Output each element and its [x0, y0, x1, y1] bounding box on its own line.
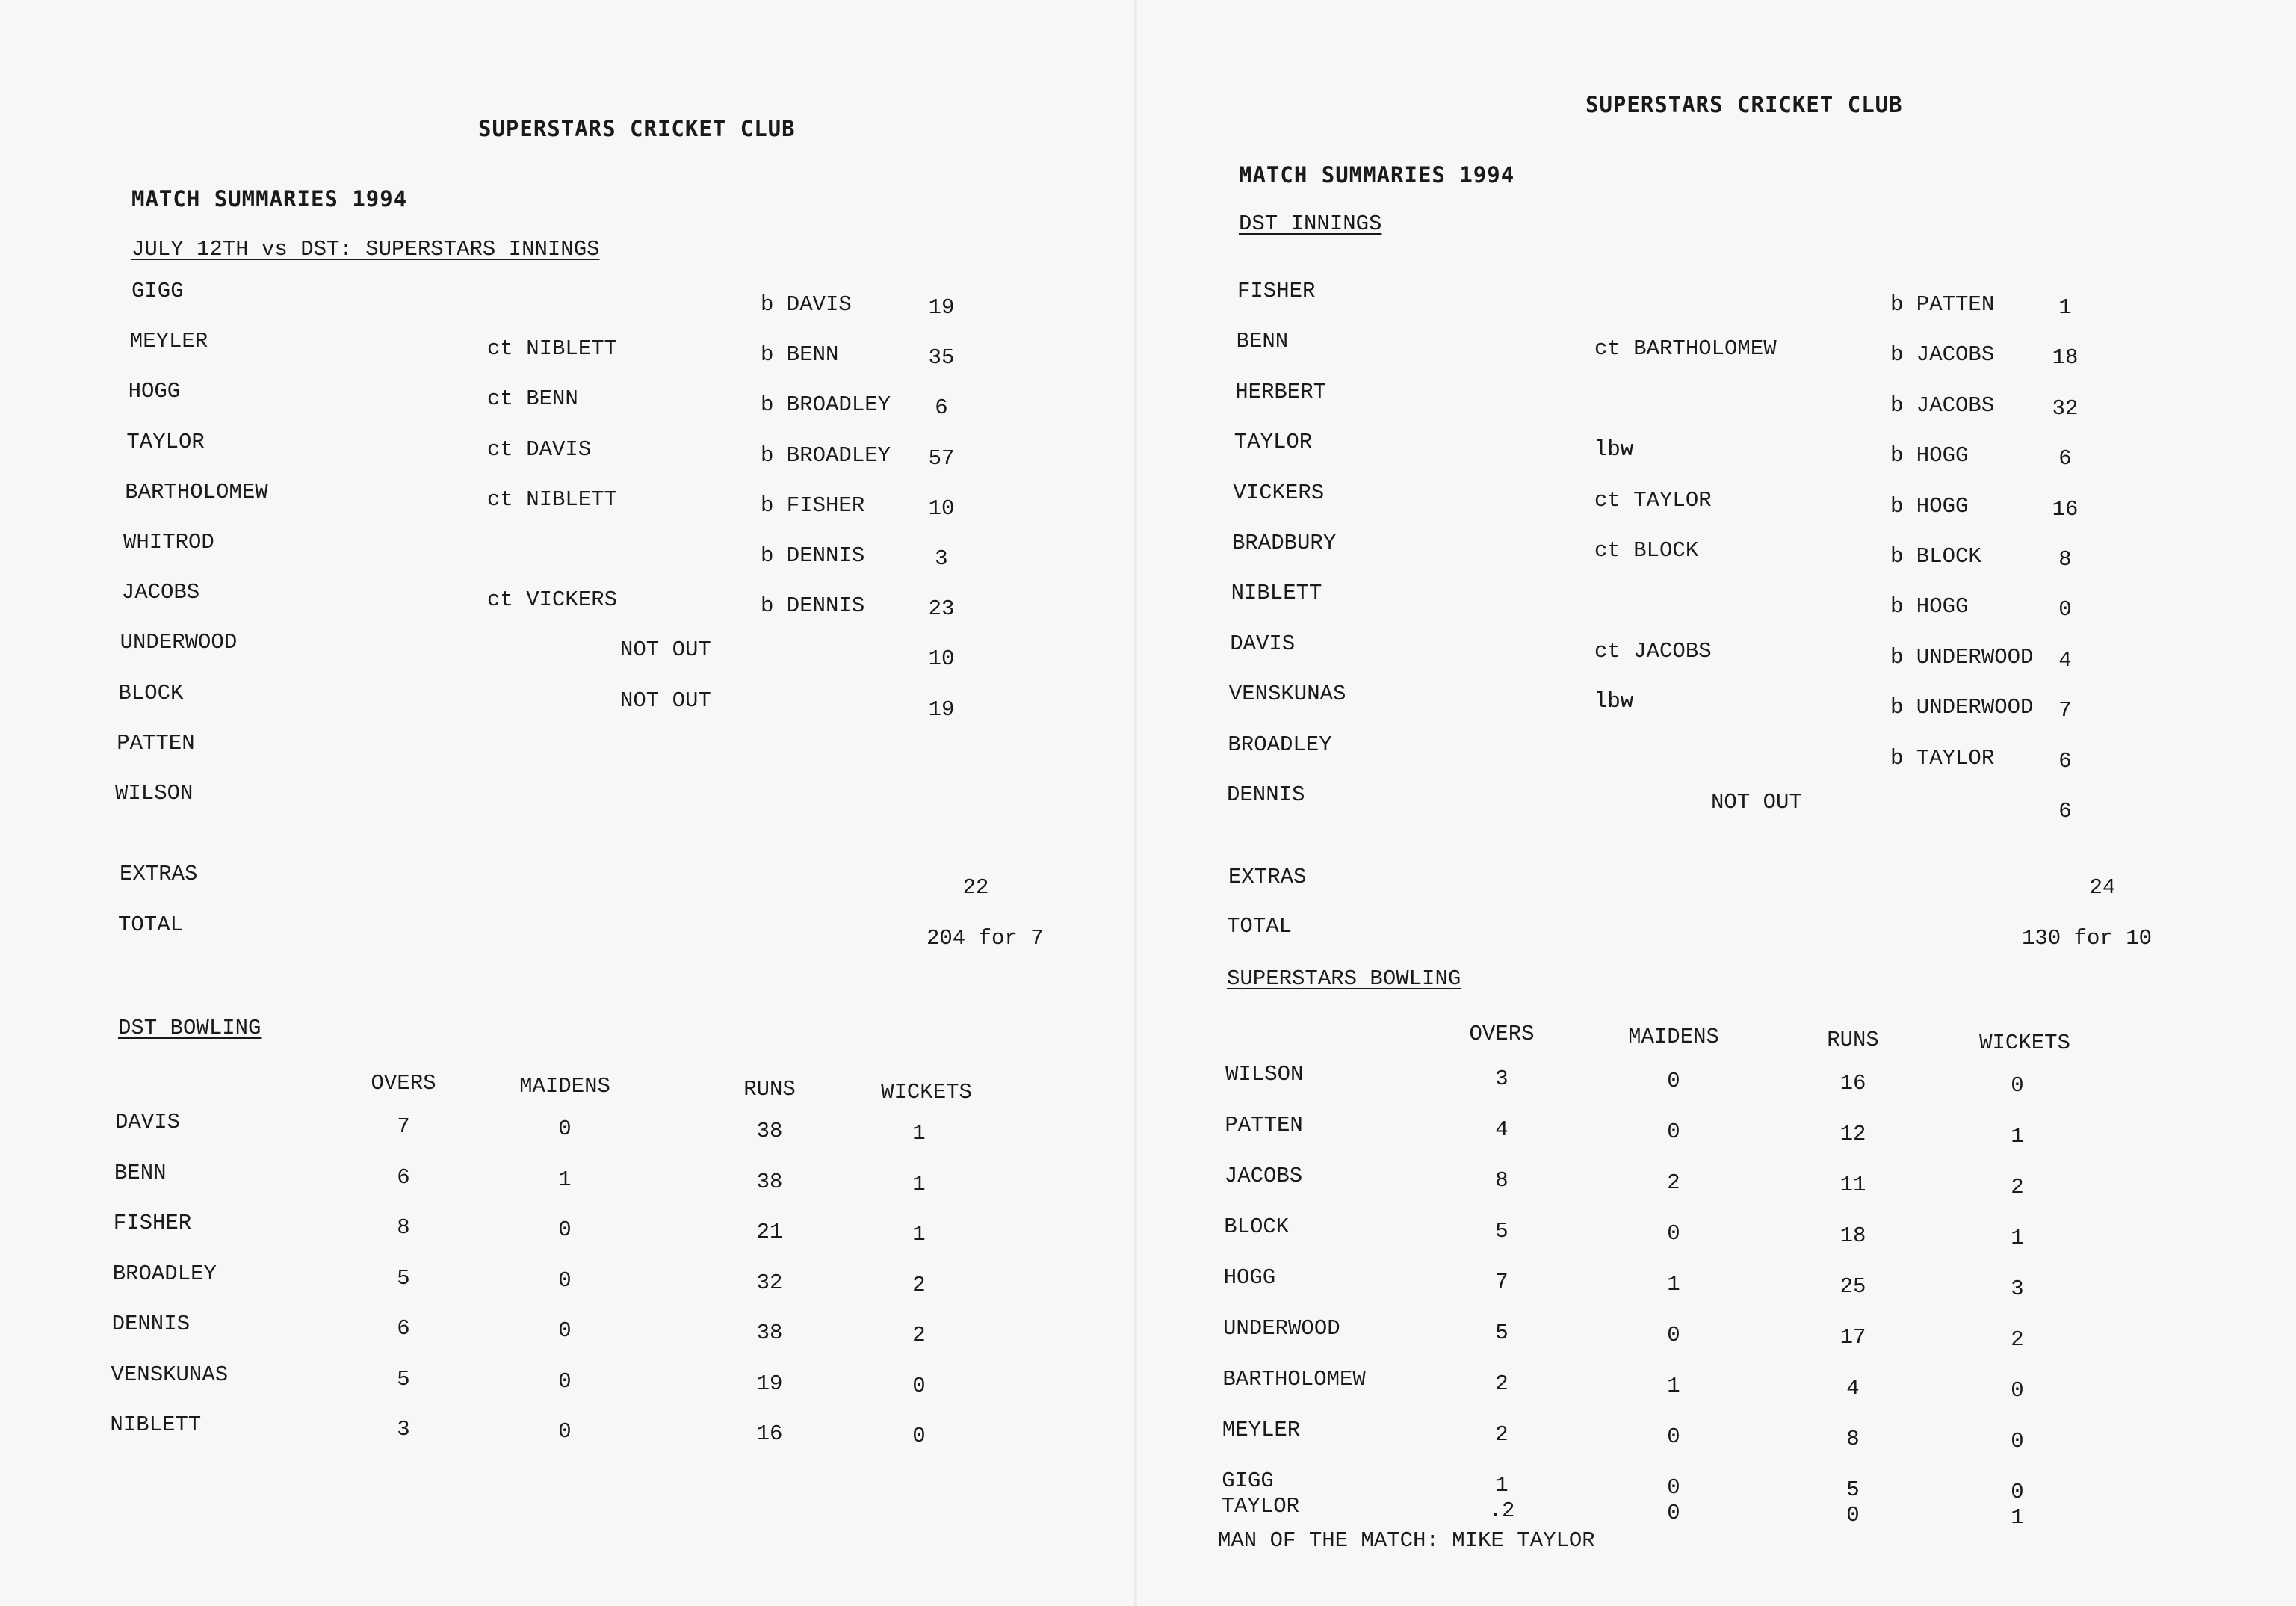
bowling-overs-value: 6 [397, 1164, 410, 1190]
bowling-maidens-value: 2 [1667, 1170, 1680, 1195]
bowling-runs-value: 0 [1846, 1503, 1860, 1528]
dismissal-catch: ct NIBLETT [487, 336, 618, 362]
batsman-name: DENNIS [1227, 782, 1305, 807]
left-page [0, 0, 1136, 1606]
summary-title: MATCH SUMMARIES 1994 [1239, 162, 1515, 188]
bowling-overs-value: 8 [1495, 1168, 1509, 1193]
bowling-wickets-value: 2 [912, 1323, 926, 1347]
runs-value: 3 [935, 546, 948, 571]
bowling-overs-value: 1 [1495, 1473, 1509, 1498]
bowling-maidens-value: 0 [558, 1368, 572, 1394]
bowling-runs-value: 32 [756, 1270, 783, 1295]
bowling-maidens-value: 1 [558, 1167, 572, 1192]
runs-value: 6 [2058, 748, 2072, 773]
bowling-maidens-value: 0 [1667, 1501, 1680, 1525]
bowling-column-header: OVERS [1469, 1022, 1535, 1046]
bowling-maidens-value: 0 [1667, 1424, 1680, 1449]
dismissal-bowler: b HOGG [1890, 594, 1969, 620]
runs-value: 8 [2058, 547, 2072, 572]
bowling-runs-value: 16 [756, 1421, 783, 1446]
bowling-wickets-value: 0 [912, 1424, 926, 1448]
dismissal-bowler: b PATTEN [1890, 292, 1995, 317]
bowling-wickets-value: 1 [2011, 1124, 2024, 1149]
bowling-maidens-value: 0 [1667, 1119, 1680, 1144]
bowler-name: HOGG [1223, 1265, 1276, 1290]
bowling-overs-value: 5 [397, 1366, 410, 1392]
bowling-column-header: RUNS [1827, 1028, 1879, 1052]
bowling-runs-value: 16 [1839, 1071, 1866, 1096]
bowling-wickets-value: 2 [912, 1272, 926, 1297]
bowler-name: BENN [114, 1160, 167, 1185]
club-title: SUPERSTARS CRICKET CLUB [1585, 92, 1903, 117]
batsman-name: GIGG [131, 279, 184, 303]
bowling-wickets-value: 1 [2011, 1226, 2024, 1250]
dismissal-bowler: b DENNIS [761, 593, 865, 619]
bowling-overs-value: 6 [397, 1316, 410, 1341]
bowling-maidens-value: 0 [1667, 1069, 1680, 1093]
batsman-name: PATTEN [117, 730, 195, 756]
bowler-name: UNDERWOOD [1223, 1316, 1340, 1341]
bowling-maidens-value: 0 [558, 1117, 572, 1141]
bowling-maidens-value: 0 [558, 1419, 572, 1444]
bowling-overs-value: .2 [1488, 1498, 1515, 1523]
batsman-name: HOGG [128, 379, 181, 404]
bowling-column-header: WICKETS [1979, 1031, 2070, 1055]
bowling-runs-value: 38 [756, 1119, 783, 1143]
extras-value: 24 [2089, 875, 2116, 900]
bowler-name: DENNIS [111, 1312, 191, 1336]
runs-value: 4 [2058, 647, 2072, 673]
bowling-overs-value: 7 [1495, 1270, 1509, 1294]
innings-title: JULY 12TH vs DST: SUPERSTARS INNINGS [131, 237, 600, 262]
batsman-name: BROADLEY [1228, 732, 1332, 757]
total-label: TOTAL [118, 912, 184, 937]
bowling-column-header: RUNS [743, 1077, 796, 1102]
bowling-maidens-value: 0 [1667, 1323, 1680, 1347]
dismissal-bowler: b TAYLOR [1890, 745, 1995, 770]
dismissal-bowler: b FISHER [761, 492, 865, 518]
batsman-name: BLOCK [118, 680, 184, 705]
bowling-maidens-value: 0 [1667, 1475, 1680, 1500]
bowling-overs-value: 5 [1495, 1219, 1509, 1244]
bowling-title: SUPERSTARS BOWLING [1227, 966, 1461, 991]
dismissal-catch: lbw [1594, 437, 1634, 463]
bowling-runs-value: 38 [756, 1321, 783, 1345]
runs-value: 6 [2058, 799, 2072, 824]
bowling-runs-value: 8 [1846, 1427, 1860, 1451]
bowling-overs-value: 5 [1495, 1321, 1509, 1345]
runs-value: 6 [935, 395, 948, 421]
runs-value: 23 [928, 596, 955, 622]
dismissal-catch: ct VICKERS [487, 587, 618, 613]
dismissal-bowler: b JACOBS [1890, 342, 1995, 368]
runs-value: 19 [928, 295, 955, 320]
dismissal-catch: lbw [1594, 689, 1634, 714]
bowler-name: BLOCK [1224, 1214, 1290, 1239]
bowling-wickets-value: 3 [2011, 1276, 2024, 1301]
bowling-column-header: OVERS [371, 1071, 436, 1096]
bowling-runs-value: 21 [756, 1220, 783, 1244]
batsman-name: VENSKUNAS [1228, 682, 1346, 707]
not-out-label: NOT OUT [1711, 790, 1802, 815]
runs-value: 6 [2058, 446, 2072, 472]
bowling-wickets-value: 0 [2011, 1073, 2024, 1098]
bowling-runs-value: 5 [1846, 1477, 1860, 1502]
bowling-column-header: MAIDENS [519, 1074, 610, 1099]
bowling-column-header: WICKETS [881, 1080, 972, 1105]
batsman-name: BARTHOLOMEW [125, 479, 268, 504]
bowling-overs-value: 8 [397, 1215, 410, 1240]
dismissal-bowler: b BROADLEY [761, 392, 891, 418]
bowler-name: TAYLOR [1221, 1494, 1300, 1519]
dismissal-bowler: b JACOBS [1890, 392, 1995, 418]
bowler-name: WILSON [1225, 1062, 1304, 1087]
bowling-maidens-value: 0 [558, 1217, 572, 1242]
dismissal-bowler: b UNDERWOOD [1890, 644, 2034, 670]
bowling-title: DST BOWLING [118, 1016, 262, 1040]
bowling-maidens-value: 0 [1667, 1221, 1680, 1246]
dismissal-bowler: b DAVIS [761, 292, 852, 317]
batsman-name: JACOBS [121, 580, 200, 605]
runs-value: 57 [928, 445, 955, 471]
club-title: SUPERSTARS CRICKET CLUB [478, 116, 796, 141]
extras-label: EXTRAS [1228, 865, 1307, 889]
bowling-wickets-value: 1 [912, 1121, 926, 1146]
dismissal-catch: ct NIBLETT [487, 487, 618, 512]
bowling-overs-value: 2 [1495, 1422, 1509, 1447]
dismissal-bowler: b BROADLEY [761, 442, 891, 468]
batsman-name: HERBERT [1235, 379, 1327, 404]
bowling-wickets-value: 0 [2011, 1378, 2024, 1403]
total-value: 204 for 7 [926, 926, 1044, 951]
dismissal-bowler: b HOGG [1890, 493, 1969, 519]
bowling-overs-value: 5 [397, 1265, 410, 1291]
bowling-runs-value: 17 [1839, 1325, 1866, 1350]
dismissal-bowler: b DENNIS [761, 543, 865, 568]
bowling-runs-value: 4 [1846, 1376, 1860, 1400]
dismissal-bowler: b BLOCK [1890, 544, 1981, 569]
bowling-wickets-value: 1 [912, 1222, 926, 1247]
not-out-label: NOT OUT [620, 688, 711, 713]
dismissal-catch: ct TAYLOR [1594, 487, 1712, 513]
bowling-wickets-value: 0 [2011, 1429, 2024, 1454]
bowling-maidens-value: 0 [558, 1267, 572, 1293]
runs-value: 1 [2058, 295, 2072, 320]
bowling-overs-value: 3 [397, 1417, 410, 1442]
bowler-name: FISHER [113, 1211, 192, 1235]
batsman-name: FISHER [1237, 279, 1316, 303]
bowling-wickets-value: 1 [2011, 1505, 2024, 1530]
bowling-runs-value: 38 [756, 1169, 783, 1194]
dismissal-catch: ct JACOBS [1594, 638, 1712, 664]
runs-value: 19 [928, 697, 955, 722]
right-page [1136, 0, 2296, 1606]
bowling-overs-value: 3 [1495, 1066, 1509, 1091]
bowler-name: NIBLETT [110, 1412, 202, 1437]
bowler-name: MEYLER [1222, 1418, 1301, 1442]
not-out-label: NOT OUT [620, 637, 711, 663]
runs-value: 35 [928, 345, 955, 371]
runs-value: 0 [2058, 597, 2072, 623]
batsman-name: WHITROD [123, 530, 214, 555]
runs-value: 16 [2052, 496, 2079, 522]
bowling-runs-value: 12 [1839, 1122, 1866, 1146]
bowling-runs-value: 25 [1839, 1274, 1866, 1299]
bowling-overs-value: 2 [1495, 1371, 1509, 1396]
dismissal-bowler: b UNDERWOOD [1890, 695, 2034, 720]
dismissal-bowler: b BENN [761, 342, 839, 368]
batsman-name: TAYLOR [1234, 430, 1313, 455]
bowling-column-header: MAIDENS [1628, 1025, 1719, 1049]
runs-value: 7 [2058, 698, 2072, 723]
runs-value: 32 [2052, 395, 2079, 421]
batsman-name: NIBLETT [1231, 581, 1322, 606]
bowling-overs-value: 4 [1495, 1117, 1509, 1142]
batsman-name: MEYLER [129, 329, 208, 354]
bowler-name: VENSKUNAS [111, 1362, 229, 1387]
bowling-wickets-value: 2 [2011, 1175, 2024, 1199]
runs-value: 10 [928, 646, 955, 672]
runs-value: 10 [928, 495, 955, 521]
dismissal-catch: ct BARTHOLOMEW [1594, 336, 1777, 362]
bowling-wickets-value: 1 [912, 1171, 926, 1196]
bowling-overs-value: 7 [397, 1114, 410, 1139]
innings-title: DST INNINGS [1239, 211, 1382, 236]
batsman-name: WILSON [115, 781, 194, 806]
man-of-the-match: MAN OF THE MATCH: MIKE TAYLOR [1218, 1528, 1595, 1553]
bowler-name: JACOBS [1224, 1164, 1303, 1188]
batsman-name: BRADBURY [1232, 531, 1337, 555]
bowling-wickets-value: 0 [2011, 1480, 2024, 1504]
bowling-wickets-value: 2 [2011, 1327, 2024, 1352]
bowler-name: BARTHOLOMEW [1222, 1367, 1366, 1392]
dismissal-catch: ct DAVIS [487, 436, 592, 462]
bowling-wickets-value: 0 [912, 1373, 926, 1398]
bowler-name: GIGG [1222, 1468, 1274, 1493]
batsman-name: TAYLOR [126, 429, 205, 454]
bowler-name: BROADLEY [112, 1261, 217, 1286]
bowling-runs-value: 18 [1839, 1223, 1866, 1248]
bowling-maidens-value: 0 [558, 1318, 572, 1343]
batsman-name: VICKERS [1233, 480, 1325, 505]
extras-label: EXTRAS [120, 862, 198, 886]
dismissal-catch: ct BENN [487, 386, 578, 412]
bowling-runs-value: 11 [1839, 1173, 1866, 1197]
batsman-name: BENN [1236, 329, 1289, 354]
extras-value: 22 [962, 875, 989, 900]
batsman-name: UNDERWOOD [120, 630, 238, 655]
total-label: TOTAL [1227, 914, 1293, 939]
runs-value: 18 [2052, 345, 2079, 371]
bowling-runs-value: 19 [756, 1371, 783, 1396]
bowler-name: DAVIS [115, 1110, 181, 1134]
dismissal-bowler: b HOGG [1890, 443, 1969, 469]
dismissal-catch: ct BLOCK [1594, 538, 1699, 563]
bowler-name: PATTEN [1225, 1113, 1303, 1137]
summary-title: MATCH SUMMARIES 1994 [131, 186, 408, 211]
total-value: 130 for 10 [2022, 926, 2153, 951]
batsman-name: DAVIS [1230, 631, 1296, 656]
bowling-maidens-value: 1 [1667, 1374, 1680, 1398]
bowling-maidens-value: 1 [1667, 1272, 1680, 1297]
